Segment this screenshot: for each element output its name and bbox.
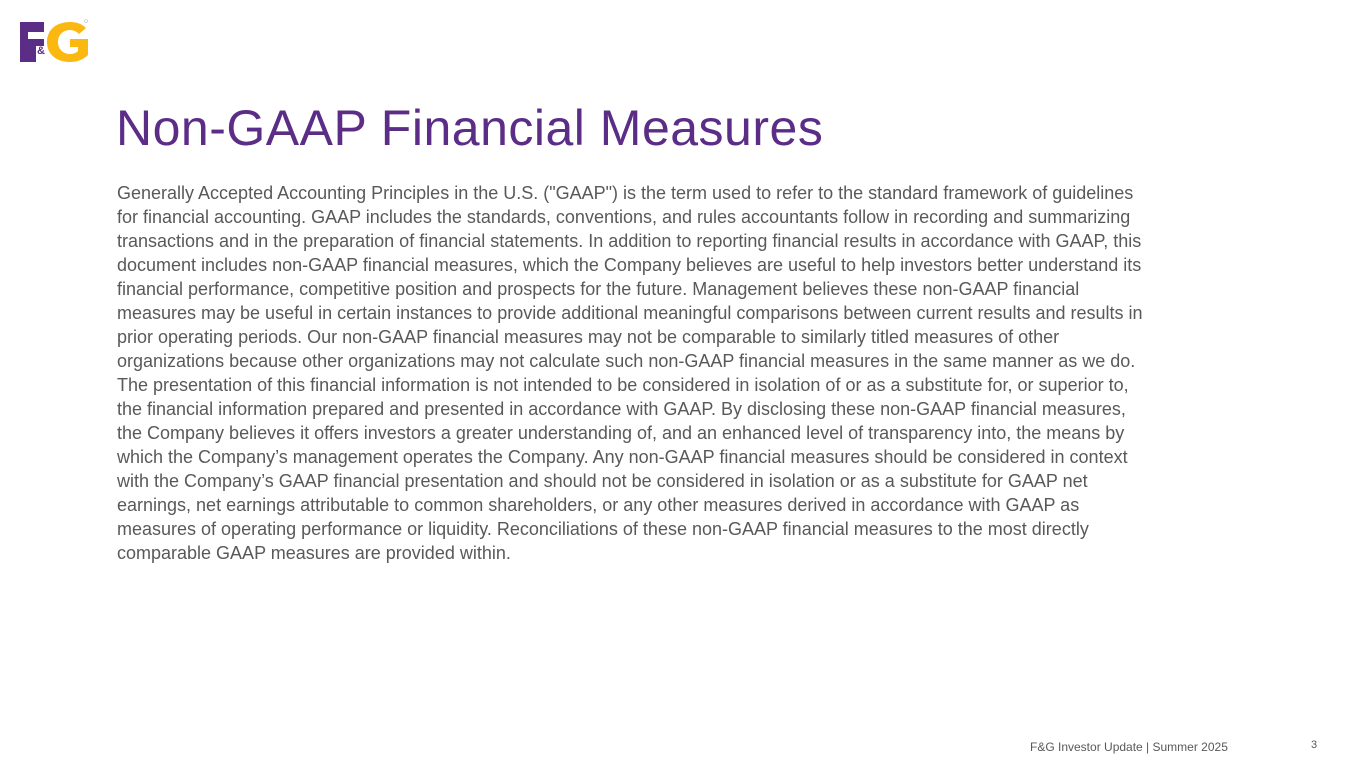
body-line: the Company believes it offers investors a greater understanding of, and an enhanced level of transparency into, the means by bbox=[117, 423, 1125, 443]
body-line: comparable GAAP measures are provided within. bbox=[117, 543, 511, 563]
page-number: 3 bbox=[1311, 739, 1318, 751]
body-line: the financial information prepared and presented in accordance with GAAP. By disclosing these non-GAAP financial measures, bbox=[117, 399, 1126, 419]
body-line: measures of operating performance or liquidity. Reconciliations of these non-GAAP financial measures to the most directly bbox=[117, 519, 1089, 539]
footer-text: F&G Investor Update | Summer 2025 bbox=[1030, 740, 1228, 754]
body-line: for financial accounting. GAAP includes the standards, conventions, and rules accountants follow in recording and summarizing bbox=[117, 207, 1131, 227]
svg-text:&: & bbox=[37, 45, 45, 57]
body-text bbox=[117, 181, 1277, 565]
body-line: prior operating periods. Our non-GAAP financial measures may not be comparable to similarly titled measures of other bbox=[117, 327, 1060, 347]
body-line: which the Company’s management operates the Company. Any non-GAAP financial measures should be considered in context bbox=[117, 447, 1128, 467]
page-title: Non-GAAP Financial Measures bbox=[116, 100, 824, 156]
body-line: measures may be useful in certain instances to provide additional meaningful comparisons between current results and results in bbox=[117, 303, 1143, 323]
body-line: The presentation of this financial information is not intended to be considered in isolation of or as a substitute for, or superior to, bbox=[117, 375, 1129, 395]
body-line: organizations because other organizations may not calculate such non-GAAP financial measures in the same manner as we do. bbox=[117, 351, 1136, 371]
body-line: transactions and in the preparation of financial statements. In addition to reporting financial results in accordance with GAAP, this bbox=[117, 231, 1142, 251]
body-line: with the Company’s GAAP financial presentation and should not be considered in isolation or as a substitute for GAAP net bbox=[117, 471, 1088, 491]
body-line: financial performance, competitive position and prospects for the future. Management believes these non-GAAP financial bbox=[117, 279, 1080, 299]
fg-logo bbox=[20, 18, 90, 66]
body-line: Generally Accepted Accounting Principles in the U.S. ("GAAP") is the term used to refer to the standard framework of guidelines bbox=[117, 183, 1134, 203]
body-line: document includes non-GAAP financial measures, which the Company believes are useful to help investors better understand its bbox=[117, 255, 1142, 275]
body-line: earnings, net earnings attributable to common shareholders, or any other measures derived in accordance with GAAP as bbox=[117, 495, 1080, 515]
